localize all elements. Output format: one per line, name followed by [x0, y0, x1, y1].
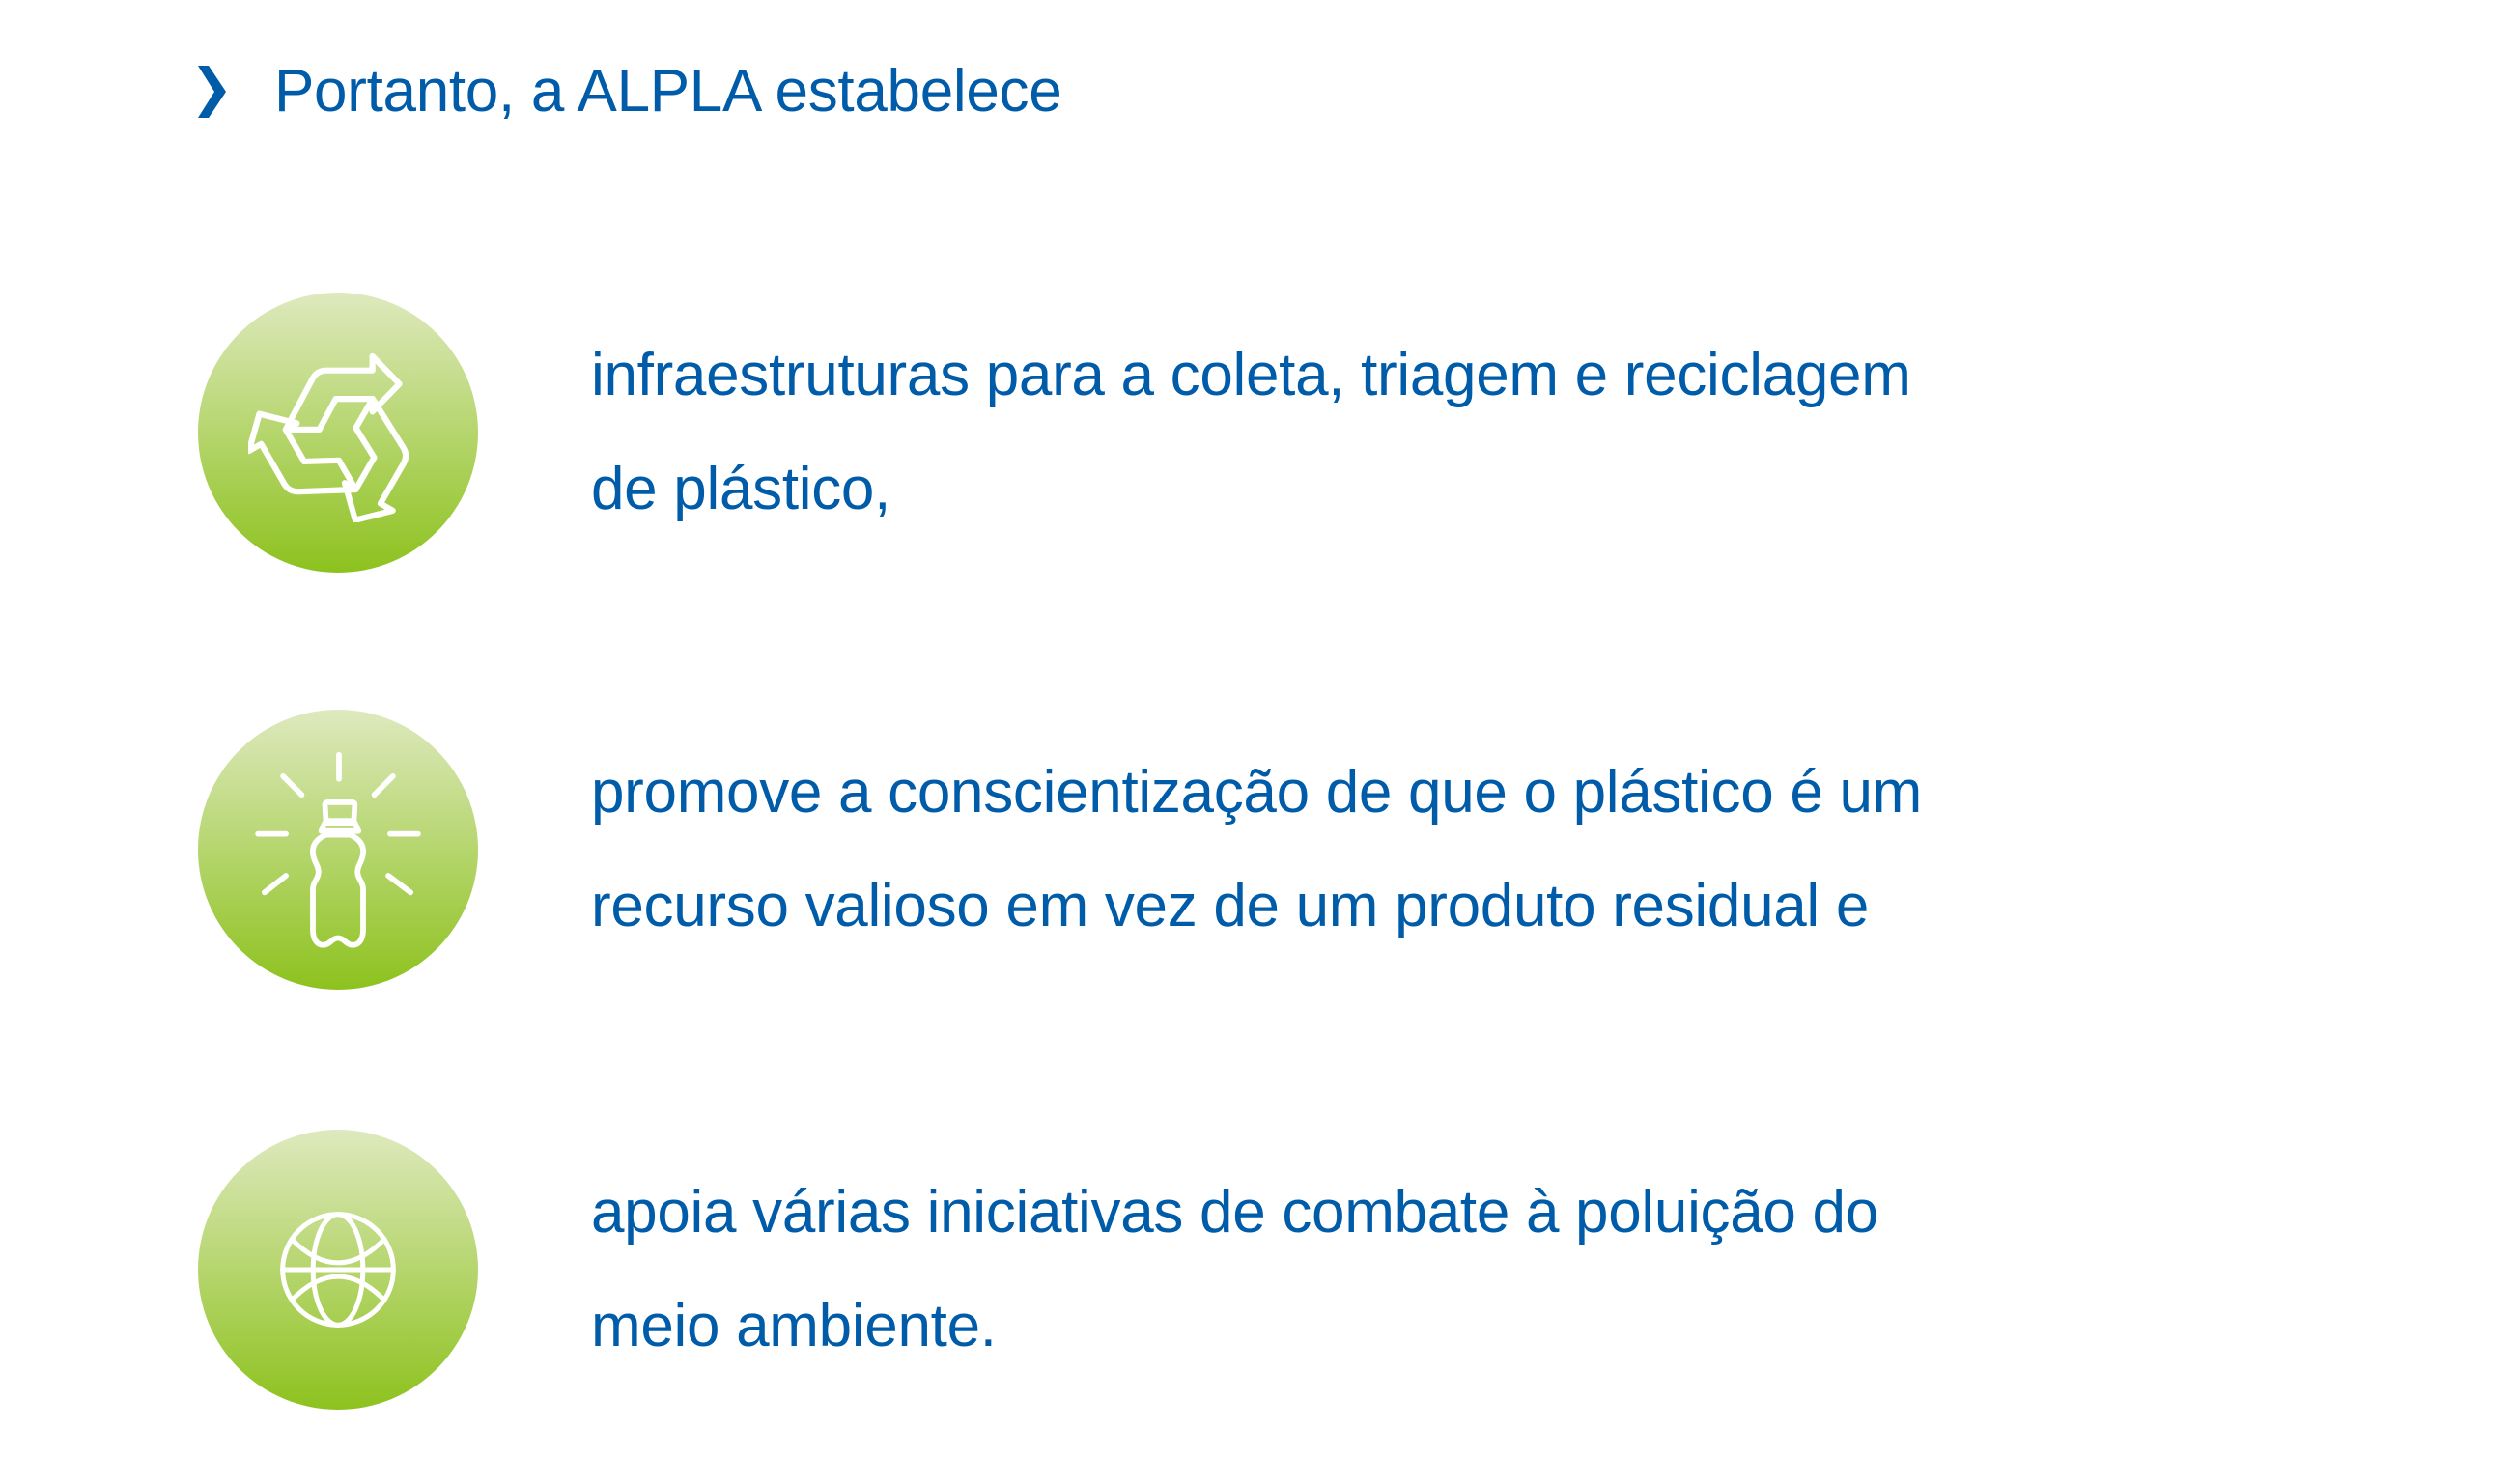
page-title: Portanto, a ALPLA estabelece: [274, 58, 1062, 125]
text-line: de plástico,: [591, 456, 891, 522]
slide-header: [198, 56, 1061, 127]
text-line: infraestruturas para a coleta, triagem e reciclagem: [591, 342, 1911, 408]
text-line: promove a conscientização de que o plástico é um: [591, 759, 1922, 826]
benefit-text: [591, 1156, 1878, 1384]
list-item-awareness: [198, 710, 1922, 990]
list-item-infrastructure: [198, 293, 1911, 573]
list-item-initiatives: [198, 1130, 1878, 1410]
text-line: meio ambiente.: [591, 1293, 997, 1359]
icon-circle-globe: [198, 1130, 478, 1410]
text-line: recurso valioso em vez de um produto residual e: [591, 873, 1870, 939]
icon-circle-bottle: [198, 710, 478, 990]
text-line: apoia várias iniciativas de combate à poluição do: [591, 1179, 1878, 1246]
chevron-right-icon: [198, 66, 226, 118]
plastic-bottle-highlight-icon: [236, 747, 440, 952]
icon-circle-recycling: [198, 293, 478, 573]
benefit-text: [591, 319, 1911, 546]
globe-icon: [255, 1187, 421, 1353]
benefit-text: [591, 736, 1922, 964]
recycling-icon: [248, 343, 428, 522]
